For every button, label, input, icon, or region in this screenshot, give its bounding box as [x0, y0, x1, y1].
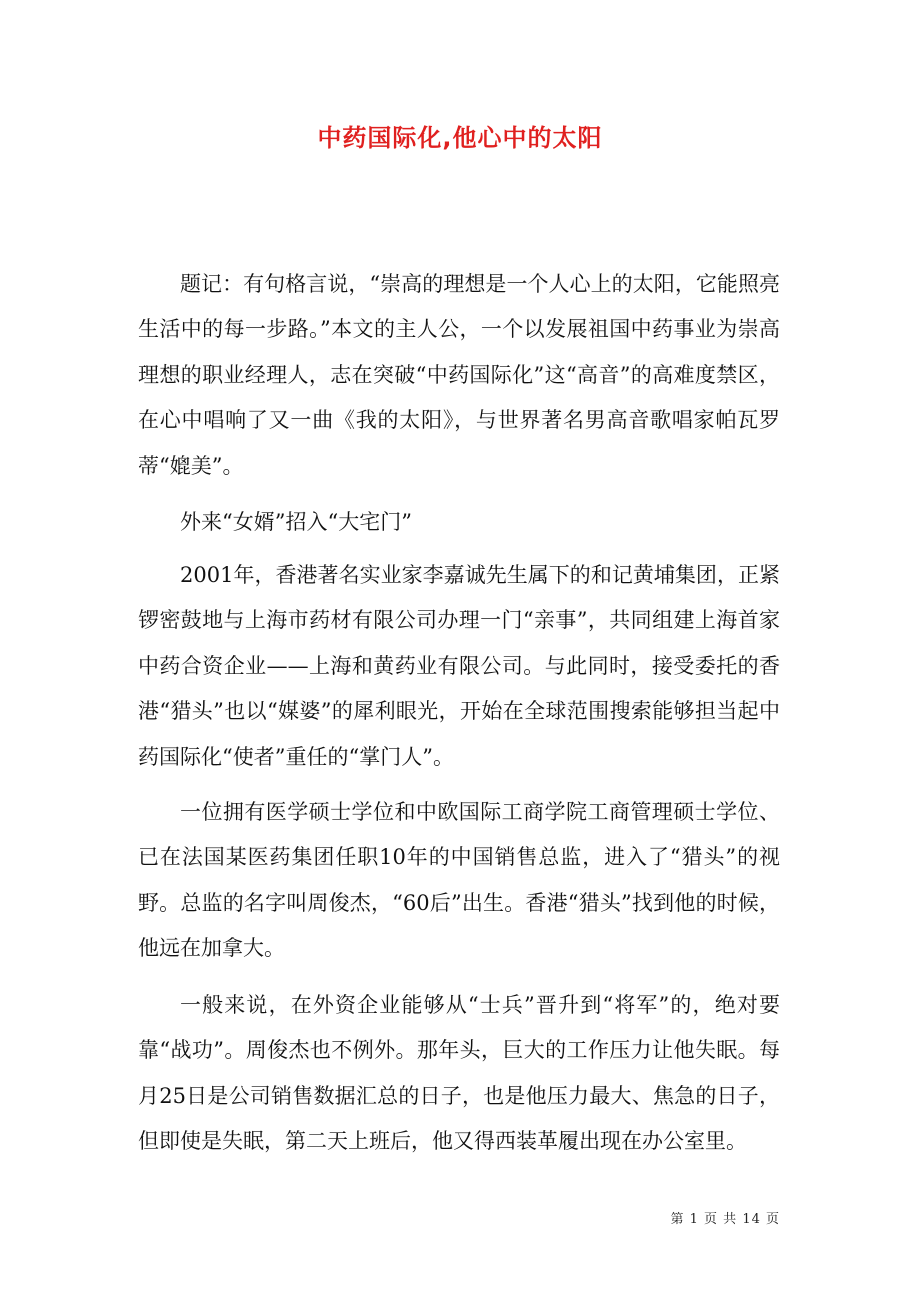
page-number: 第 1 页 共 14 页: [670, 1212, 780, 1227]
paragraph-body-1: 2001年，香港著名实业家李嘉诚先生属下的和记黄埔集团，正紧锣密鼓地与上海市药材有限公司办理一门“亲事”，共同组建上海首家中药合资企业——上海和黄药业有限公司。与此同时，接受委托的香港“猎头”也以“媒婆”的犀利眼光，开始在全球范围搜索能够担当起中药国际化“使者”重任的“掌门人”。: [138, 563, 780, 769]
paragraph-body-3: 一般来说，在外资企业能够从“士兵”晋升到“将军”的，绝对要靠“战功”。周俊杰也不例外。那年头，巨大的工作压力让他失眠。每月25日是公司销售数据汇总的日子，也是他压力最大、焦急的日子，但即使是失眠，第二天上班后，他又得西装革履出现在办公室里。: [138, 993, 780, 1154]
paragraph-epigraph: 题记：有句格言说，“崇高的理想是一个人心上的太阳，它能照亮生活中的每一步路。”本文的主人公，一个以发展祖国中药事业为崇高理想的职业经理人，志在突破“中药国际化”这“高音”的高难度禁区，在心中唱响了又一曲《我的太阳》，与世界著名男高音歌唱家帕瓦罗蒂“媲美”。: [138, 272, 780, 478]
document-title: 中药国际化,他心中的太阳: [317, 124, 603, 152]
paragraph-body-2: 一位拥有医学硕士学位和中欧国际工商学院工商管理硕士学位、已在法国某医药集团任职10年的中国销售总监，进入了“猎头”的视野。总监的名字叫周俊杰，“60后”出生。香港“猎头”找到他的时候，他远在加拿大。: [138, 800, 780, 961]
section-heading: 外来“女婿”招入“大宅门”: [180, 510, 412, 534]
